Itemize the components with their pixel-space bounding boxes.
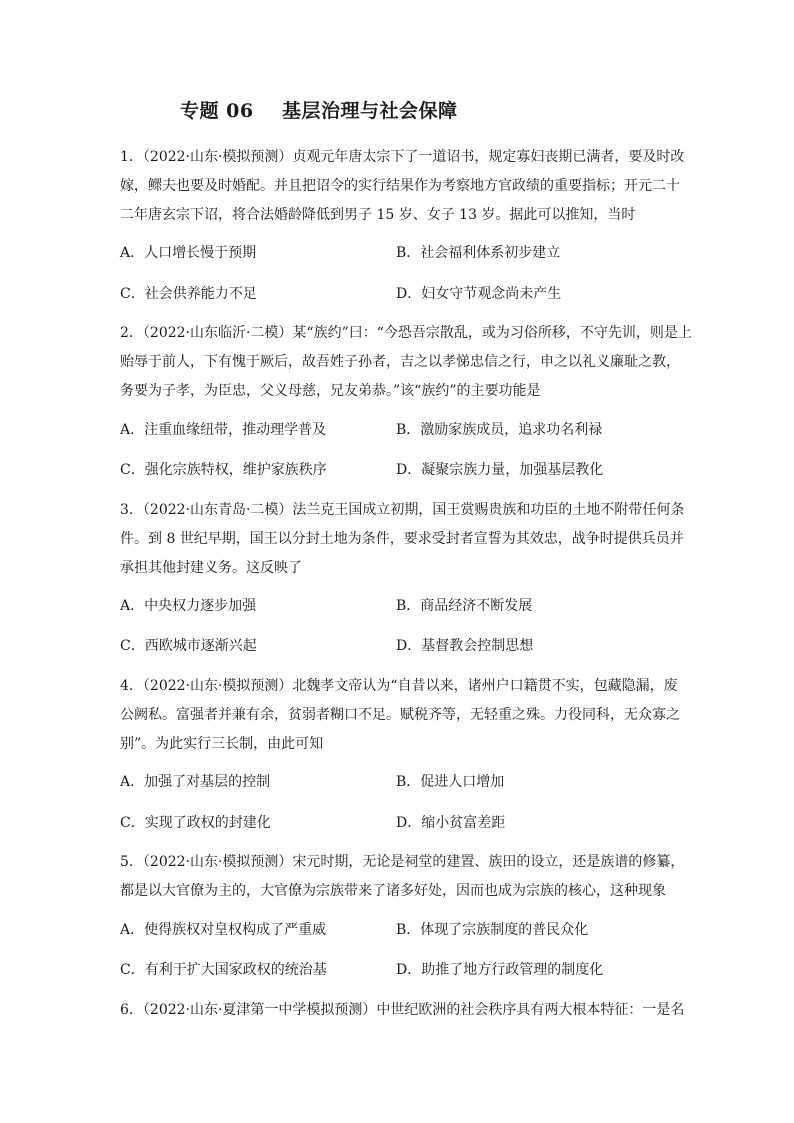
option-c: C．实现了政权的封建化: [120, 815, 271, 831]
option-b: B．促进人口增加: [396, 774, 505, 790]
question-text-line: 别”。为此实行三长制，由此可知: [120, 736, 324, 752]
option-a: A．注重血缘纽带，推动理学普及: [120, 422, 327, 438]
question-text-line: 4．（2022·山东·模拟预测）北魏孝文帝认为“自昔以来，诸州户口籍贯不实，包藏隐漏，废: [120, 678, 678, 694]
option-c: C．有利于扩大国家政权的统治基: [120, 962, 327, 978]
option-a: A．使得族权对皇权构成了严重威: [120, 922, 327, 938]
option-d: D．基督教会控制思想: [396, 638, 534, 654]
question-text-line: 承担其他封建义务。这反映了: [120, 560, 302, 576]
question-text-line: 贻辱于前人，下有愧于厥后，故吾姓子孙者，吉之以孝悌忠信之行，申之以礼义廉耻之教，: [120, 354, 680, 370]
page-title: 专题 06 基层治理与社会保障: [180, 100, 458, 122]
question-text-line: 1．（2022·山东·模拟预测）贞观元年唐太宗下了一道诏书，规定寡妇丧期已满者，要及时改: [120, 149, 685, 165]
option-b: B．社会福利体系初步建立: [396, 245, 561, 261]
question-text-line: 6．（2022·山东·夏津第一中学模拟预测）中世纪欧洲的社会秩序具有两大根本特征：一是名: [120, 1002, 685, 1018]
question-text-line: 务要为子孝，为臣忠，父义母慈，兄友弟恭。”该“族约”的主要功能是: [120, 383, 541, 399]
option-b: B．商品经济不断发展: [396, 598, 533, 614]
option-b: B．体现了宗族制度的普民众化: [396, 922, 589, 938]
option-d: D．助推了地方行政管理的制度化: [396, 962, 604, 978]
option-d: D．妇女守节观念尚未产生: [396, 286, 562, 302]
question-text-line: 公阙私。富强者并兼有余，贫弱者糊口不足。赋税齐等，无轻重之殊。力役同科，无众寡之: [120, 707, 680, 723]
question-text-line: 嫁，鳏夫也要及时婚配。并且把诏令的实行结果作为考察地方官政绩的重要指标；开元二十: [120, 178, 680, 194]
option-c: C．西欧城市逐渐兴起: [120, 638, 257, 654]
option-a: A．中央权力逐步加强: [120, 598, 257, 614]
question-text-line: 都是以大官僚为主的，大官僚为宗族带来了诸多好处，因而也成为宗族的核心，这种现象: [120, 883, 666, 899]
question-text-line: 2．（2022·山东临沂·二模）某“族约”曰：“今恐吾宗散乱，或为习俗所移，不守先训，则是上: [120, 325, 692, 341]
option-b: B．激励家族成员，追求功名利禄: [396, 422, 603, 438]
option-a: A．人口增长慢于预期: [120, 245, 257, 261]
option-c: C．强化宗族特权，维护家族秩序: [120, 462, 327, 478]
question-text-line: 3．（2022·山东青岛·二模）法兰克王国成立初期，国王赏赐贵族和功臣的土地不附带任何条: [120, 502, 685, 518]
question-text-line: 5．（2022·山东·模拟预测）宋元时期，无论是祠堂的建置、族田的设立，还是族谱的修纂，: [120, 854, 685, 870]
option-a: A．加强了对基层的控制: [120, 774, 271, 790]
question-text-line: 件。到 8 世纪早期，国王以分封土地为条件，要求受封者宣誓为其效忠，战争时提供兵员并: [120, 531, 684, 547]
option-c: C．社会供养能力不足: [120, 286, 257, 302]
option-d: D．凝聚宗族力量，加强基层教化: [396, 462, 604, 478]
option-d: D．缩小贫富差距: [396, 815, 506, 831]
question-text-line: 二年唐玄宗下诏，将合法婚龄降低到男子 15 岁、女子 13 岁。据此可以推知，当时: [120, 207, 636, 223]
